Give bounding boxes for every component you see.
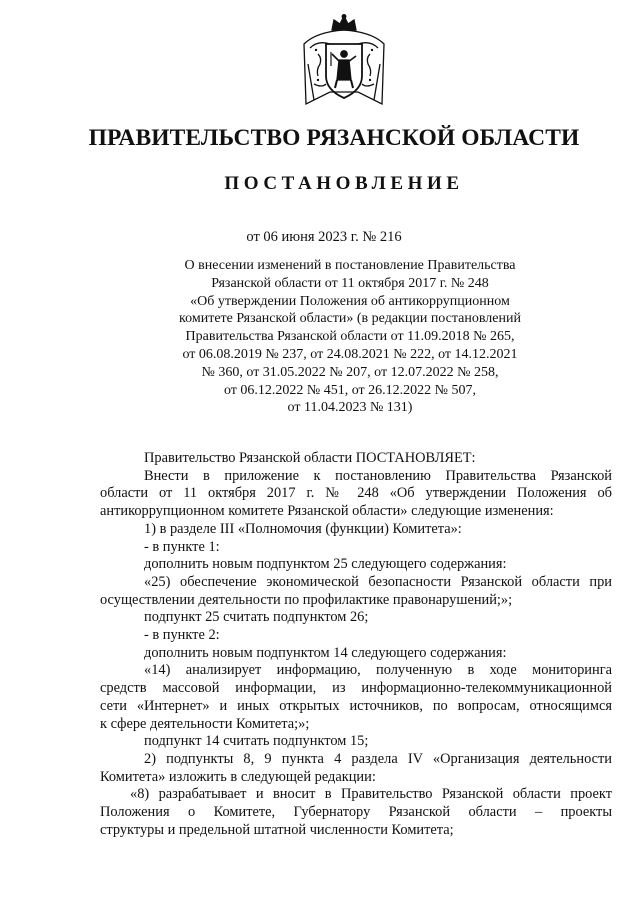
subject-line: О внесении изменений в постановление Правительства: [184, 258, 516, 273]
subject-line: Правительства Рязанской области от 11.09.2018 № 265,: [185, 329, 515, 345]
body-line: Положения о Комитете, Губернатору Рязанской области – проекты: [100, 804, 612, 821]
body-line: подпункт 14 считать подпунктом 15;: [144, 733, 369, 750]
body-line: сети «Интернет» и иных открытых источников, по вопросам, относящимся: [100, 697, 612, 714]
body-line: структуры и предельной штатной численности Комитета;: [100, 821, 454, 838]
body-line: «14) анализирует информацию, полученную в ходе мониторинга: [144, 662, 612, 679]
document-subject: [140, 257, 560, 417]
document-type: ПОСТАНОВЛЕНИЕ: [224, 173, 464, 194]
body-line: дополнить новым подпунктом 25 следующего содержания:: [144, 556, 507, 573]
body-line: - в пункте 2:: [144, 627, 220, 644]
body-line: к сфере деятельности Комитета;»;: [100, 715, 310, 732]
document-body: [100, 450, 612, 839]
subject-line: Рязанской области от 11 октября 2017 г. № 248: [211, 275, 489, 291]
body-line: подпункт 25 считать подпунктом 26;: [144, 609, 369, 626]
document-date-number: от 06 июня 2023 г. № 216: [246, 229, 402, 245]
body-line: антикоррупционном комитете Рязанской области» следующие изменения:: [100, 503, 554, 520]
body-line: 1) в разделе III «Полномочия (функции) Комитета»:: [144, 520, 462, 537]
subject-line: «Об утверждении Положения об антикоррупционном: [190, 293, 510, 309]
subject-line: от 06.12.2022 № 451, от 26.12.2022 № 507,: [223, 382, 477, 398]
government-title: ПРАВИТЕЛЬСТВО РЯЗАНСКОЙ ОБЛАСТИ: [88, 125, 580, 151]
body-line: «25) обеспечение экономической безопасности Рязанской области при: [144, 573, 612, 590]
subject-line: от 11.04.2023 № 131): [287, 400, 413, 416]
body-line: Внести в приложение к постановлению Правительства Рязанской: [144, 467, 612, 484]
ryazan-coat-of-arms-icon: [296, 14, 392, 114]
body-line: осуществлении деятельности по профилактике правонарушений;»;: [100, 591, 513, 608]
body-line: - в пункте 1:: [144, 538, 220, 555]
body-line: Комитета» изложить в следующей редакции:: [100, 768, 376, 785]
body-line: Правительство Рязанской области ПОСТАНОВЛЯЕТ:: [144, 450, 476, 466]
body-line: области от 11 октября 2017 г. № 248 «Об утверждении Положения об: [100, 485, 612, 502]
subject-line: № 360, от 31.05.2022 № 207, от 12.07.2022 № 258,: [201, 364, 499, 380]
body-line: средств массовой информации, из информационно-телекоммуникационной: [100, 680, 612, 697]
subject-line: комитете Рязанской области» (в редакции постановлений: [179, 311, 521, 327]
subject-line: от 06.08.2019 № 237, от 24.08.2021 № 222, от 14.12.2021: [182, 346, 518, 362]
body-line: «8) разрабатывает и вносит в Правительство Рязанской области проект: [130, 786, 612, 803]
body-line: 2) подпункты 8, 9 пункта 4 раздела IV «Организация деятельности: [144, 750, 612, 767]
body-line: дополнить новым подпунктом 14 следующего содержания:: [144, 644, 507, 661]
